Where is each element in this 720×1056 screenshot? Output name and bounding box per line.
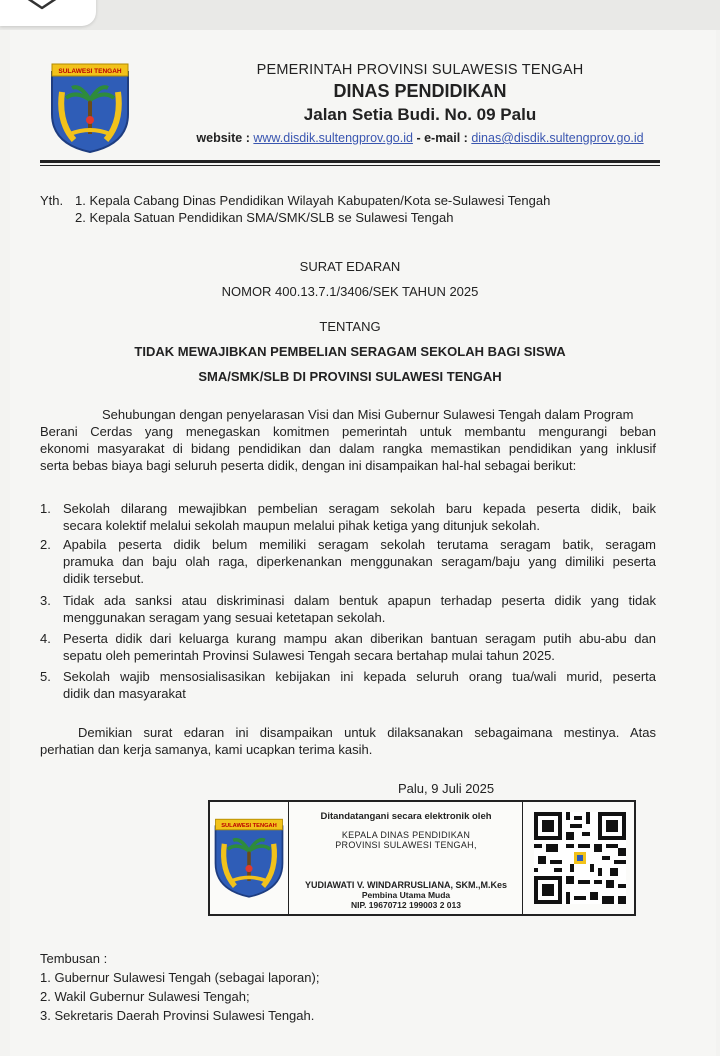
point-line: didik dan masyarakat (63, 686, 186, 701)
signer-nip: NIP. 19670712 199003 2 013 (351, 900, 461, 910)
letterhead-divider-thin (40, 165, 660, 166)
sulawesi-tengah-emblem-icon (48, 62, 132, 154)
letterhead-divider-thick (40, 160, 660, 163)
signature-details (290, 802, 523, 914)
qr-code-icon (534, 812, 626, 904)
point-line: Peserta didik dari keluarga kurang mampu akan diberikan bantuan seragam putih abu-abu dan (63, 631, 656, 646)
closing-line: Demikian surat edaran ini disampaikan untuk dilaksanakan sebagaimana mestinya. Atas (78, 725, 656, 740)
seal-caption: SULAWESI TENGAH (221, 823, 277, 830)
intro-line: Sehubungan dengan penyelarasan Visi dan Misi Gubernur Sulawesi Tengah dalam Program (102, 407, 634, 422)
letter-subject-line2: SMA/SMK/SLB DI PROVINSI SULAWESI TENGAH (198, 369, 502, 384)
agency-name: DINAS PENDIDIKAN (333, 81, 507, 101)
electronic-signature-box (208, 800, 636, 916)
point-line: sepatu oleh pemerintah Provinsi Sulawesi Tengah secara bertahap mulai tahun 2025. (63, 648, 555, 663)
back-arrow-icon (20, 0, 64, 10)
cc-item: 1. Gubernur Sulawesi Tengah (sebagai laporan); (40, 970, 320, 985)
point-line: pramuka dan baju olah raga, diperkenankan menggunakan seragam/baju yang dimiliki peserta (63, 554, 656, 569)
recipient-label: Yth. (40, 193, 64, 208)
point-number: 2. (40, 537, 51, 552)
point-line: Apabila peserta didik belum memiliki seragam sekolah terutama seragam batik, seragam (63, 537, 656, 552)
point-line: menggunakan seragam yang sesuai ketetapan sekolah. (63, 610, 386, 625)
intro-line: ekonomi masyarakat di bidang pendidikan dan dalam rangka memastikan pendidikan yang inklusif (40, 441, 656, 456)
closing-line: perhatian dan kerja samanya, kami ucapkan terima kasih. (40, 742, 373, 757)
signed-by-label: Ditandatangani secara elektronik oleh (320, 811, 492, 822)
point-line: Tidak ada sanksi atau diskriminasi dalam bentuk apapun terhadap peserta didik yang tidak (63, 593, 656, 608)
intro-line: serta bebas biaya bagi seluruh peserta didik, dengan ini disampaikan hal-hal sebagai berikut: (40, 458, 577, 473)
cc-item: 3. Sekretaris Daerah Provinsi Sulawesi Tengah. (40, 1008, 315, 1023)
sulawesi-tengah-emblem-icon (212, 805, 286, 911)
cc-label: Tembusan : (40, 951, 108, 966)
website-link[interactable]: www.disdik.sultengprov.go.id (253, 131, 413, 145)
point-line: didik tersebut. (63, 571, 144, 586)
recipient-item: 1. Kepala Cabang Dinas Pendidikan Wilayah Kabupaten/Kota se-Sulawesi Tengah (75, 193, 551, 208)
point-line: Sekolah dilarang mewajibkan pembelian seragam sekolah baru kepada peserta didik, baik (63, 501, 656, 516)
signer-rank: Pembina Utama Muda (361, 890, 451, 900)
point-line: Sekolah wajib mensosialisasikan kebijakan ini kepada seluruh orang tua/wali murid, peserta (63, 669, 656, 684)
signer-position: PROVINSI SULAWESI TENGAH, (335, 840, 477, 850)
government-name: PEMERINTAH PROVINSI SULAWESIS TENGAH (256, 62, 584, 78)
letterhead (140, 62, 700, 145)
point-number: 1. (40, 501, 51, 516)
point-number: 4. (40, 631, 51, 646)
letter-subject-line1: TIDAK MEWAJIBKAN PEMBELIAN SERAGAM SEKOLAH BAGI SISWA (134, 344, 566, 359)
letter-type: SURAT EDARAN (299, 259, 401, 274)
emblem-caption: SULAWESI TENGAH (58, 68, 122, 75)
viewer-top-bar (0, 0, 720, 30)
point-line: secara kolektif melalui sekolah maupun melalui pihak ketiga yang ditunjuk sekolah. (63, 518, 540, 533)
signer-name: YUDIAWATI V. WINDARRUSLIANA, SKM.,M.Kes (304, 880, 507, 890)
letter-about: TENTANG (319, 319, 381, 334)
recipient-item: 2. Kepala Satuan Pendidikan SMA/SMK/SLB se Sulawesi Tengah (75, 210, 454, 225)
letter-number: NOMOR 400.13.7.1/3406/SEK TAHUN 2025 (221, 284, 479, 299)
point-number: 5. (40, 669, 51, 684)
place-date: Palu, 9 Juli 2025 (398, 781, 495, 796)
signer-position: KEPALA DINAS PENDIDIKAN (341, 830, 471, 840)
point-number: 3. (40, 593, 51, 608)
agency-address: Jalan Setia Budi. No. 09 Palu (303, 105, 537, 124)
contact-line (140, 131, 700, 145)
back-button[interactable] (0, 0, 96, 26)
intro-line: Berani Cerdas yang menegaskan komitmen pemerintah untuk membantu mengurangi beban (40, 424, 656, 439)
cc-item: 2. Wakil Gubernur Sulawesi Tengah; (40, 989, 250, 1004)
email-link[interactable]: dinas@disdik.sultengprov.go.id (471, 131, 644, 145)
website-label: website : (196, 131, 250, 145)
email-label: - e-mail : (416, 131, 468, 145)
signature-seal (210, 802, 289, 914)
